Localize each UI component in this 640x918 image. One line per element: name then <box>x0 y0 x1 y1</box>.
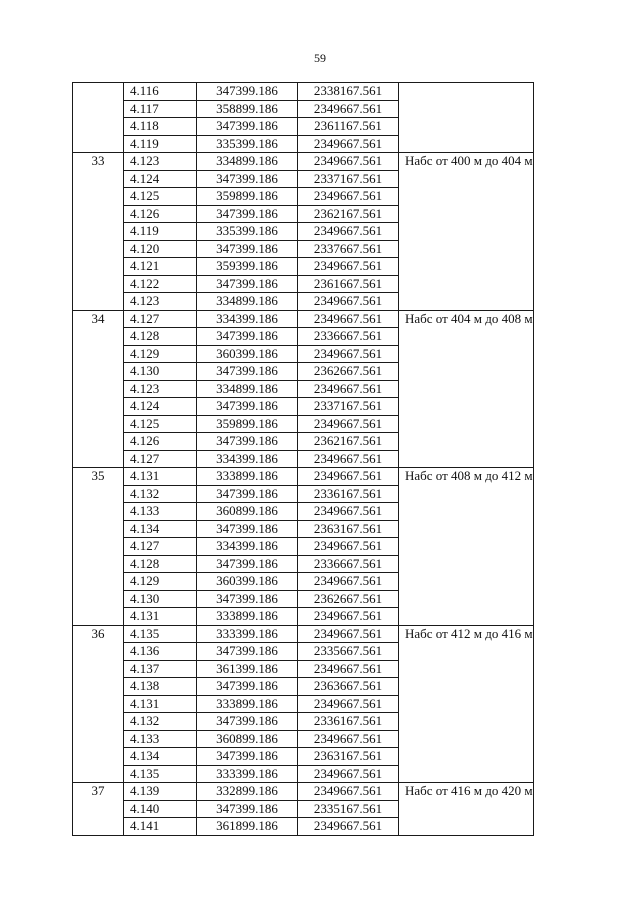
x-coordinate-cell: 358899.186 <box>197 100 298 118</box>
point-number-cell: 4.126 <box>124 205 197 223</box>
y-coordinate-cell: 2337167.561 <box>298 170 399 188</box>
x-coordinate-cell: 360399.186 <box>197 573 298 591</box>
point-number-cell: 4.133 <box>124 503 197 521</box>
point-number-cell: 4.140 <box>124 800 197 818</box>
x-coordinate-cell: 347399.186 <box>197 205 298 223</box>
point-number-cell: 4.122 <box>124 275 197 293</box>
y-coordinate-cell: 2349667.561 <box>298 415 399 433</box>
point-number-cell: 4.116 <box>124 83 197 101</box>
y-coordinate-cell: 2349667.561 <box>298 188 399 206</box>
table-row <box>73 625 534 643</box>
point-number-cell: 4.126 <box>124 433 197 451</box>
point-number-cell: 4.127 <box>124 450 197 468</box>
y-coordinate-cell: 2337667.561 <box>298 240 399 258</box>
x-coordinate-cell: 347399.186 <box>197 275 298 293</box>
x-coordinate-cell: 361399.186 <box>197 660 298 678</box>
y-coordinate-cell: 2349667.561 <box>298 503 399 521</box>
y-coordinate-cell: 2362667.561 <box>298 590 399 608</box>
y-coordinate-cell: 2337167.561 <box>298 398 399 416</box>
point-number-cell: 4.129 <box>124 573 197 591</box>
y-coordinate-cell: 2349667.561 <box>298 380 399 398</box>
point-number-cell: 4.123 <box>124 153 197 171</box>
description-cell: Набс от 408 м до 412 м <box>399 468 534 626</box>
point-number-cell: 4.129 <box>124 345 197 363</box>
x-coordinate-cell: 347399.186 <box>197 398 298 416</box>
y-coordinate-cell: 2363167.561 <box>298 748 399 766</box>
y-coordinate-cell: 2349667.561 <box>298 310 399 328</box>
zone-number-cell: 36 <box>73 625 124 783</box>
x-coordinate-cell: 332899.186 <box>197 783 298 801</box>
point-number-cell: 4.133 <box>124 730 197 748</box>
point-number-cell: 4.128 <box>124 328 197 346</box>
coordinates-table-body <box>73 83 534 836</box>
point-number-cell: 4.134 <box>124 520 197 538</box>
point-number-cell: 4.119 <box>124 135 197 153</box>
x-coordinate-cell: 359899.186 <box>197 415 298 433</box>
point-number-cell: 4.138 <box>124 678 197 696</box>
x-coordinate-cell: 333399.186 <box>197 625 298 643</box>
point-number-cell: 4.132 <box>124 485 197 503</box>
x-coordinate-cell: 361899.186 <box>197 818 298 836</box>
x-coordinate-cell: 347399.186 <box>197 433 298 451</box>
x-coordinate-cell: 347399.186 <box>197 643 298 661</box>
point-number-cell: 4.130 <box>124 363 197 381</box>
y-coordinate-cell: 2349667.561 <box>298 100 399 118</box>
y-coordinate-cell: 2361667.561 <box>298 275 399 293</box>
y-coordinate-cell: 2349667.561 <box>298 293 399 311</box>
x-coordinate-cell: 334399.186 <box>197 538 298 556</box>
zone-number-cell <box>73 83 124 153</box>
y-coordinate-cell: 2362167.561 <box>298 205 399 223</box>
x-coordinate-cell: 347399.186 <box>197 520 298 538</box>
description-cell: Набс от 400 м до 404 м <box>399 153 534 311</box>
y-coordinate-cell: 2349667.561 <box>298 223 399 241</box>
point-number-cell: 4.134 <box>124 748 197 766</box>
y-coordinate-cell: 2335167.561 <box>298 800 399 818</box>
x-coordinate-cell: 347399.186 <box>197 170 298 188</box>
point-number-cell: 4.131 <box>124 468 197 486</box>
y-coordinate-cell: 2336667.561 <box>298 555 399 573</box>
point-number-cell: 4.125 <box>124 188 197 206</box>
x-coordinate-cell: 360899.186 <box>197 730 298 748</box>
y-coordinate-cell: 2349667.561 <box>298 135 399 153</box>
y-coordinate-cell: 2336167.561 <box>298 713 399 731</box>
x-coordinate-cell: 347399.186 <box>197 118 298 136</box>
y-coordinate-cell: 2349667.561 <box>298 450 399 468</box>
y-coordinate-cell: 2349667.561 <box>298 573 399 591</box>
x-coordinate-cell: 347399.186 <box>197 800 298 818</box>
y-coordinate-cell: 2349667.561 <box>298 818 399 836</box>
y-coordinate-cell: 2362667.561 <box>298 363 399 381</box>
zone-number-cell: 33 <box>73 153 124 311</box>
table-row <box>73 310 534 328</box>
x-coordinate-cell: 360399.186 <box>197 345 298 363</box>
x-coordinate-cell: 333899.186 <box>197 608 298 626</box>
y-coordinate-cell: 2335667.561 <box>298 643 399 661</box>
point-number-cell: 4.127 <box>124 538 197 556</box>
y-coordinate-cell: 2349667.561 <box>298 538 399 556</box>
x-coordinate-cell: 347399.186 <box>197 328 298 346</box>
point-number-cell: 4.123 <box>124 293 197 311</box>
point-number-cell: 4.132 <box>124 713 197 731</box>
point-number-cell: 4.125 <box>124 415 197 433</box>
page-number: 59 <box>314 51 326 65</box>
point-number-cell: 4.131 <box>124 608 197 626</box>
y-coordinate-cell: 2349667.561 <box>298 730 399 748</box>
zone-number-cell: 37 <box>73 783 124 836</box>
description-cell <box>399 83 534 153</box>
point-number-cell: 4.127 <box>124 310 197 328</box>
zone-number-cell: 35 <box>73 468 124 626</box>
point-number-cell: 4.119 <box>124 223 197 241</box>
zone-number-cell: 34 <box>73 310 124 468</box>
x-coordinate-cell: 347399.186 <box>197 678 298 696</box>
x-coordinate-cell: 334399.186 <box>197 310 298 328</box>
x-coordinate-cell: 335399.186 <box>197 135 298 153</box>
y-coordinate-cell: 2349667.561 <box>298 345 399 363</box>
point-number-cell: 4.139 <box>124 783 197 801</box>
x-coordinate-cell: 334399.186 <box>197 450 298 468</box>
point-number-cell: 4.130 <box>124 590 197 608</box>
y-coordinate-cell: 2349667.561 <box>298 660 399 678</box>
point-number-cell: 4.123 <box>124 380 197 398</box>
description-cell: Набс от 404 м до 408 м <box>399 310 534 468</box>
y-coordinate-cell: 2362167.561 <box>298 433 399 451</box>
point-number-cell: 4.135 <box>124 625 197 643</box>
y-coordinate-cell: 2361167.561 <box>298 118 399 136</box>
table-row <box>73 83 534 101</box>
x-coordinate-cell: 347399.186 <box>197 240 298 258</box>
y-coordinate-cell: 2349667.561 <box>298 468 399 486</box>
y-coordinate-cell: 2336667.561 <box>298 328 399 346</box>
y-coordinate-cell: 2349667.561 <box>298 625 399 643</box>
y-coordinate-cell: 2349667.561 <box>298 153 399 171</box>
x-coordinate-cell: 347399.186 <box>197 555 298 573</box>
x-coordinate-cell: 347399.186 <box>197 748 298 766</box>
x-coordinate-cell: 334899.186 <box>197 380 298 398</box>
point-number-cell: 4.136 <box>124 643 197 661</box>
point-number-cell: 4.124 <box>124 170 197 188</box>
point-number-cell: 4.117 <box>124 100 197 118</box>
point-number-cell: 4.118 <box>124 118 197 136</box>
table-row <box>73 783 534 801</box>
description-cell: Набс от 416 м до 420 м <box>399 783 534 836</box>
y-coordinate-cell: 2349667.561 <box>298 695 399 713</box>
x-coordinate-cell: 334899.186 <box>197 153 298 171</box>
point-number-cell: 4.131 <box>124 695 197 713</box>
x-coordinate-cell: 347399.186 <box>197 363 298 381</box>
table-row <box>73 468 534 486</box>
y-coordinate-cell: 2363667.561 <box>298 678 399 696</box>
x-coordinate-cell: 333899.186 <box>197 468 298 486</box>
point-number-cell: 4.128 <box>124 555 197 573</box>
y-coordinate-cell: 2338167.561 <box>298 83 399 101</box>
point-number-cell: 4.120 <box>124 240 197 258</box>
y-coordinate-cell: 2349667.561 <box>298 783 399 801</box>
x-coordinate-cell: 359399.186 <box>197 258 298 276</box>
point-number-cell: 4.121 <box>124 258 197 276</box>
description-cell: Набс от 412 м до 416 м <box>399 625 534 783</box>
x-coordinate-cell: 347399.186 <box>197 590 298 608</box>
x-coordinate-cell: 333899.186 <box>197 695 298 713</box>
y-coordinate-cell: 2349667.561 <box>298 608 399 626</box>
point-number-cell: 4.135 <box>124 765 197 783</box>
x-coordinate-cell: 360899.186 <box>197 503 298 521</box>
coordinates-table <box>72 82 534 836</box>
point-number-cell: 4.124 <box>124 398 197 416</box>
point-number-cell: 4.141 <box>124 818 197 836</box>
x-coordinate-cell: 347399.186 <box>197 83 298 101</box>
table-row <box>73 153 534 171</box>
x-coordinate-cell: 333399.186 <box>197 765 298 783</box>
x-coordinate-cell: 359899.186 <box>197 188 298 206</box>
point-number-cell: 4.137 <box>124 660 197 678</box>
x-coordinate-cell: 334899.186 <box>197 293 298 311</box>
y-coordinate-cell: 2336167.561 <box>298 485 399 503</box>
x-coordinate-cell: 347399.186 <box>197 713 298 731</box>
x-coordinate-cell: 347399.186 <box>197 485 298 503</box>
y-coordinate-cell: 2349667.561 <box>298 765 399 783</box>
y-coordinate-cell: 2349667.561 <box>298 258 399 276</box>
y-coordinate-cell: 2363167.561 <box>298 520 399 538</box>
x-coordinate-cell: 335399.186 <box>197 223 298 241</box>
